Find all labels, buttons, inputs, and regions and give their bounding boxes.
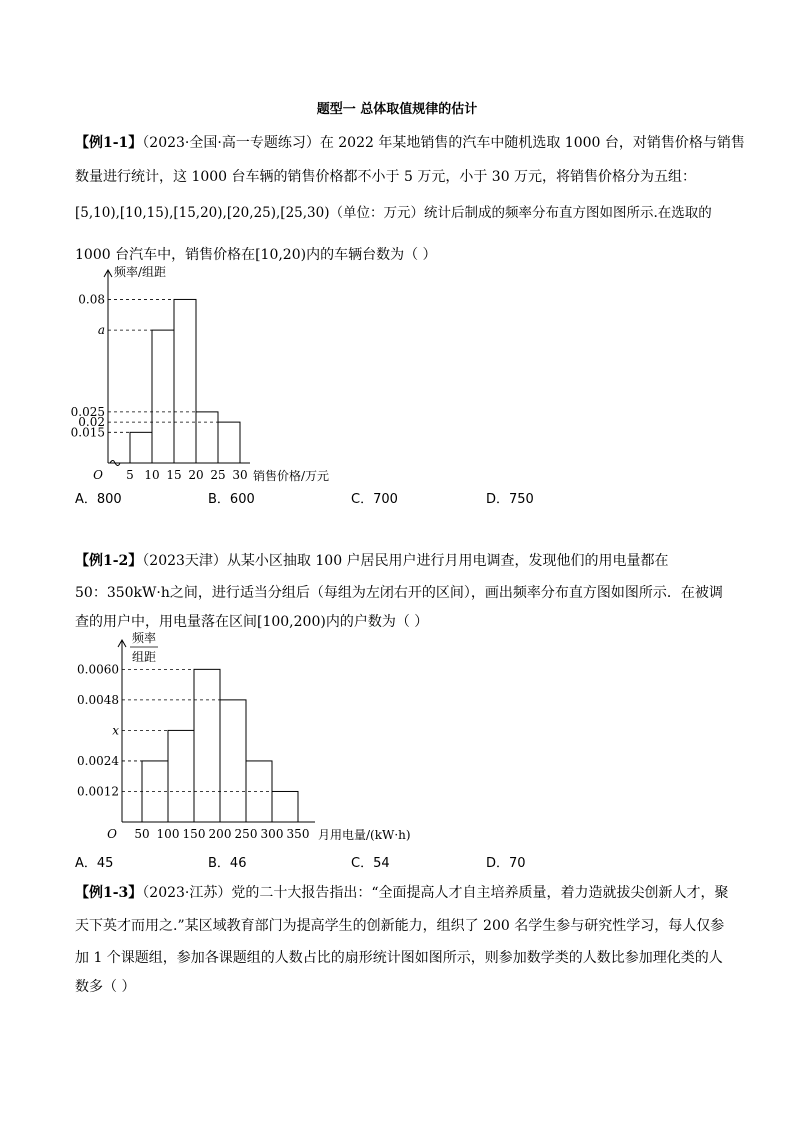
ex1-line1 <box>75 132 745 152</box>
origin-label: O <box>107 827 117 841</box>
histogram-bar <box>174 299 196 463</box>
ex1-text1: 在 2022 年某地销售的汽车中随机选取 1000 台，对销售价格与销售 <box>319 135 745 151</box>
x-tick-label: 15 <box>166 468 182 482</box>
section-title: 题型一 总体取值规律的估计 <box>316 102 478 117</box>
histogram-bar <box>168 730 194 822</box>
ex2-tag: 【例1-2】 <box>75 553 143 569</box>
ex1-option-b[interactable]: B．600 <box>208 492 255 507</box>
y-tick-label: x <box>112 723 119 738</box>
y-tick-label: 0.0024 <box>77 753 119 768</box>
y-axis-title: 频率/组距 <box>114 265 167 279</box>
ex2-line3: 查的用户中，用电量落在区间[100,200)内的户数为（ ） <box>75 614 429 630</box>
ex2-option-a[interactable]: A．45 <box>75 856 114 871</box>
ex2-text1: 从某小区抽取 100 户居民用户进行月用电调查，发现他们的用电量都在 <box>226 553 669 569</box>
y-tick-label: 0.0048 <box>77 692 119 707</box>
x-tick-label: 20 <box>188 468 204 482</box>
ex1-option-a[interactable]: A．800 <box>75 492 122 507</box>
y-tick-label: 0.025 <box>70 404 105 419</box>
x-tick-label: 100 <box>156 827 180 841</box>
origin-label: O <box>93 468 103 482</box>
x-tick-label: 300 <box>260 827 284 841</box>
histogram-chart-1 <box>70 265 365 483</box>
y-tick-label: 0.02 <box>78 415 105 430</box>
x-tick-label: 25 <box>210 468 226 482</box>
ex1-source: （2023·全国·高一专题练习） <box>142 135 320 151</box>
x-tick-label: 150 <box>182 827 206 841</box>
ex1-line4: 1000 台汽车中，销售价格在[10,20)内的车辆台数为（ ） <box>75 247 437 263</box>
x-axis-title: 销售价格/万元 <box>253 469 330 483</box>
x-tick-label: 10 <box>144 468 160 482</box>
ex3-tag: 【例1-3】 <box>75 885 143 901</box>
x-tick-label: 5 <box>126 468 134 482</box>
histogram-bar <box>130 432 152 463</box>
histogram-bar <box>272 791 298 822</box>
ex1-line2: 数量进行统计，这 1000 台车辆的销售价格都不小于 5 万元，小于 30 万元，将销售价格分为五组： <box>75 169 697 185</box>
ex2-option-d[interactable]: D．70 <box>486 856 526 871</box>
x-tick-label: 30 <box>232 468 248 482</box>
ex2-option-b[interactable]: B．46 <box>208 856 247 871</box>
y-tick-label: 0.08 <box>78 292 105 307</box>
histogram-bar <box>194 669 220 822</box>
ex3-line3: 加 1 个课题组，参加各课题组的人数占比的扇形统计图如图所示，则参加数学类的人数比参加理化类的人 <box>75 950 723 966</box>
ex2-line2: 50：350kW·h之间，进行适当分组后（每组为左闭右开的区间），画出频率分布直方图如图所示．在被调 <box>75 585 723 601</box>
ex3-line2: 天下英才而用之.”某区域教育部门为提高学生的创新能力，组织了 200 名学生参与研究性学习，每人仅参 <box>75 918 725 934</box>
ex3-source: （2023·江苏） <box>142 885 232 901</box>
y-tick-label: 0.015 <box>70 425 105 440</box>
y-tick-label: a <box>97 323 105 338</box>
x-tick-label: 250 <box>234 827 258 841</box>
ex3-text1: 党的二十大报告指出：“全面提高人才自主培养质量，着力造就拔尖创新人才，聚 <box>231 885 729 901</box>
histogram-bar <box>220 700 246 822</box>
ex2-line1 <box>75 550 669 570</box>
ex1-option-c[interactable]: C．700 <box>351 492 398 507</box>
ex3-line1 <box>75 882 729 902</box>
histogram-chart-2 <box>70 632 440 840</box>
ex1-line3: [5,10),[10,15),[15,20),[20,25),[25,30)（单位：万元）统计后制成的频率分布直方图如图所示.在选取的 <box>75 205 712 221</box>
y-axis-title-bottom: 组距 <box>132 650 157 664</box>
x-tick-label: 50 <box>134 827 150 841</box>
histogram-bar <box>152 330 174 463</box>
histogram-bar <box>196 412 218 463</box>
ex2-option-c[interactable]: C．54 <box>351 856 390 871</box>
x-axis-title: 月用电量/(kW·h) <box>318 828 411 842</box>
y-tick-label: 0.0060 <box>77 662 119 677</box>
ex1-option-d[interactable]: D．750 <box>486 492 534 507</box>
y-tick-label: 0.0012 <box>77 784 119 799</box>
ex3-line4: 数多（ ） <box>75 979 136 995</box>
x-tick-label: 200 <box>208 827 232 841</box>
y-axis-title-top: 频率 <box>132 631 157 645</box>
x-tick-label: 350 <box>286 827 310 841</box>
ex2-source: （2023天津） <box>142 553 227 569</box>
ex1-tag: 【例1-1】 <box>75 135 143 151</box>
histogram-bar <box>218 422 240 463</box>
